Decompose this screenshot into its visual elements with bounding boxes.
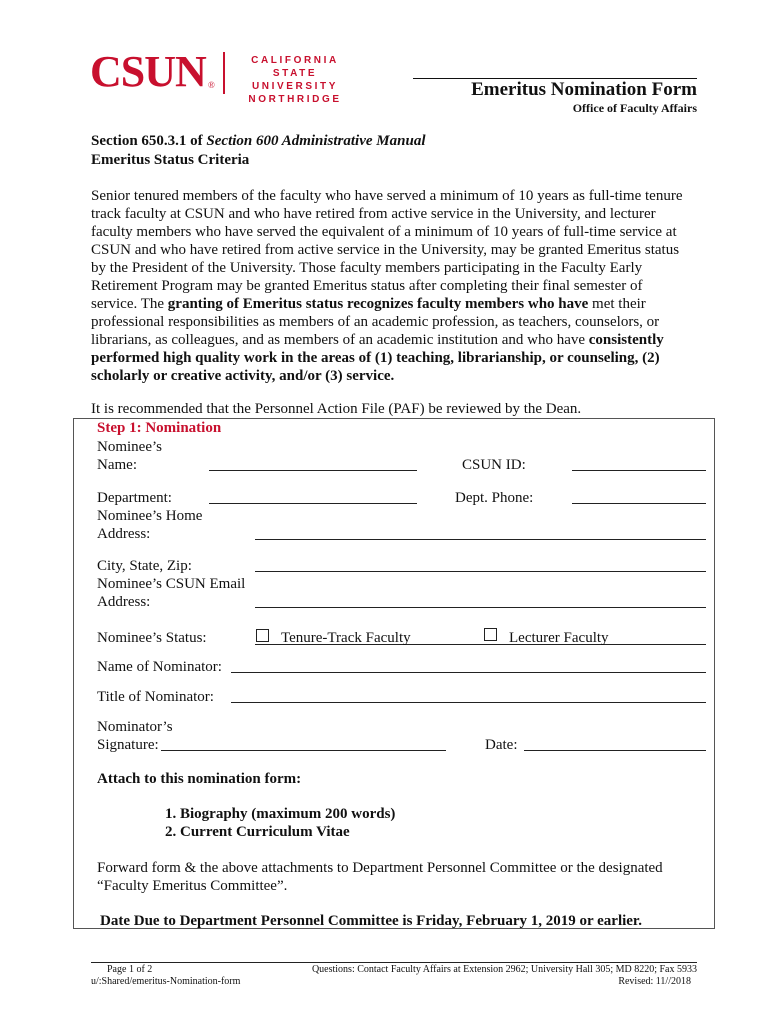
signature-label: Nominator’s <box>97 719 173 735</box>
nominee-name-field[interactable] <box>209 470 417 471</box>
department-label: Department: <box>97 490 172 506</box>
status-label: Nominee’s Status: <box>97 630 207 646</box>
csun-logo: CSUN <box>90 47 206 96</box>
tenure-track-label: Tenure-Track Faculty <box>281 630 411 646</box>
department-field[interactable] <box>209 503 417 504</box>
csun-id-field[interactable] <box>572 470 706 471</box>
criteria-line: performed high quality work in the areas of (1) teaching, librarianship, or counseling, (2) <box>91 350 660 366</box>
tenure-track-checkbox[interactable] <box>256 629 269 642</box>
logo-tagline-line: CALIFORNIA <box>251 55 339 66</box>
form-subtitle: Office of Faculty Affairs <box>572 101 697 115</box>
lecturer-label: Lecturer Faculty <box>509 630 609 646</box>
nominator-title-label: Title of Nominator: <box>97 689 214 705</box>
signature-field[interactable] <box>161 750 446 751</box>
nominator-name-field[interactable] <box>231 672 706 673</box>
criteria-bold: consistently <box>588 332 664 348</box>
dept-phone-field[interactable] <box>572 503 706 504</box>
csun-id-label: CSUN ID: <box>462 457 526 473</box>
date-label: Date: <box>485 737 518 753</box>
criteria-line: faculty members who have served the equivalent of a minimum of 10 years of full-time service at <box>91 224 677 240</box>
logo-tagline <box>233 54 357 106</box>
footer-questions: Questions: Contact Faculty Affairs at Extension 2962; University Hall 305; MD 8220; Fax 5933 <box>311 964 697 975</box>
section-reference <box>91 133 425 150</box>
criteria-line: scholarly or creative activity, and/or (3) service. <box>91 368 395 384</box>
form-title: Emeritus Nomination Form <box>413 78 697 101</box>
signature-label-2: Signature: <box>97 737 159 753</box>
criteria-line: CSUN and who have retired from active service in the University, may be granted Emeritus status <box>91 242 680 258</box>
city-state-zip-label: City, State, Zip: <box>97 558 192 574</box>
footer-path: u/:Shared/emeritus-Nomination-form <box>91 976 241 987</box>
nominator-name-label: Name of Nominator: <box>97 659 222 675</box>
logo-divider <box>223 52 225 94</box>
home-address-label-2: Address: <box>97 526 151 542</box>
recommendation-note: It is recommended that the Personnel Action File (PAF) be reviewed by the Dean. <box>91 401 582 417</box>
forward-instructions: Forward form & the above attachments to Department Personnel Committee or the designated <box>97 860 663 876</box>
criteria-line: professional responsibilities as members of an academic profession, as teachers, counselors, or <box>91 314 660 330</box>
footer-revised: Revised: 11//2018 <box>618 976 691 987</box>
email-field[interactable] <box>255 607 706 608</box>
due-date-notice: Date Due to Department Personnel Committee is Friday, February 1, 2019 or earlier. <box>100 913 642 929</box>
section-title: Emeritus Status Criteria <box>91 152 250 168</box>
attach-heading: Attach to this nomination form: <box>97 771 302 787</box>
criteria-line <box>91 295 691 313</box>
section-prefix: Section 650.3.1 of <box>91 133 207 149</box>
home-address-label: Nominee’s Home <box>97 508 203 524</box>
lecturer-checkbox[interactable] <box>484 628 497 641</box>
criteria-line: track faculty at CSUN and who have retired from active service in the University, and lecturer <box>91 206 656 222</box>
attachment-item: 1. Biography (maximum 200 words) <box>165 806 396 822</box>
nominee-name-label-2: Name: <box>97 457 137 473</box>
footer-rule <box>91 962 697 963</box>
criteria-text: service. The <box>91 296 168 312</box>
step-title: Step 1: Nomination <box>97 420 222 436</box>
criteria-line: Senior tenured members of the faculty who have served a minimum of 10 years as full-time tenure <box>91 188 683 204</box>
date-field[interactable] <box>524 750 706 751</box>
home-address-field[interactable] <box>255 539 706 540</box>
nominee-name-label: Nominee’s <box>97 439 162 455</box>
email-label: Nominee’s CSUN Email <box>97 576 246 592</box>
criteria-line: Retirement Program may be granted Emeritus status after completing their final semester of <box>91 278 643 294</box>
city-state-zip-field[interactable] <box>255 571 706 572</box>
criteria-text: librarians, as colleagues, and as members of an academic institution and who have <box>91 332 589 348</box>
logo-tagline-line: NORTHRIDGE <box>248 94 342 105</box>
registered-mark: ® <box>208 80 215 90</box>
footer-page: Page 1 of 2 <box>107 964 153 975</box>
forward-instructions-2: “Faculty Emeritus Committee”. <box>97 878 288 894</box>
nominator-title-field[interactable] <box>231 702 706 703</box>
criteria-text: met their <box>588 296 646 312</box>
criteria-paragraph <box>91 187 691 385</box>
criteria-line: by the President of the University. Those faculty members participating in the Faculty Early <box>91 260 643 276</box>
criteria-line <box>91 331 691 349</box>
logo-tagline-line: STATE UNIVERSITY <box>251 68 338 92</box>
dept-phone-label: Dept. Phone: <box>455 490 534 506</box>
attachment-item: 2. Current Curriculum Vitae <box>165 824 350 840</box>
email-label-2: Address: <box>97 594 151 610</box>
section-manual: Section 600 Administrative Manual <box>206 133 426 149</box>
criteria-bold: granting of Emeritus status recognizes faculty members who have <box>167 296 589 312</box>
